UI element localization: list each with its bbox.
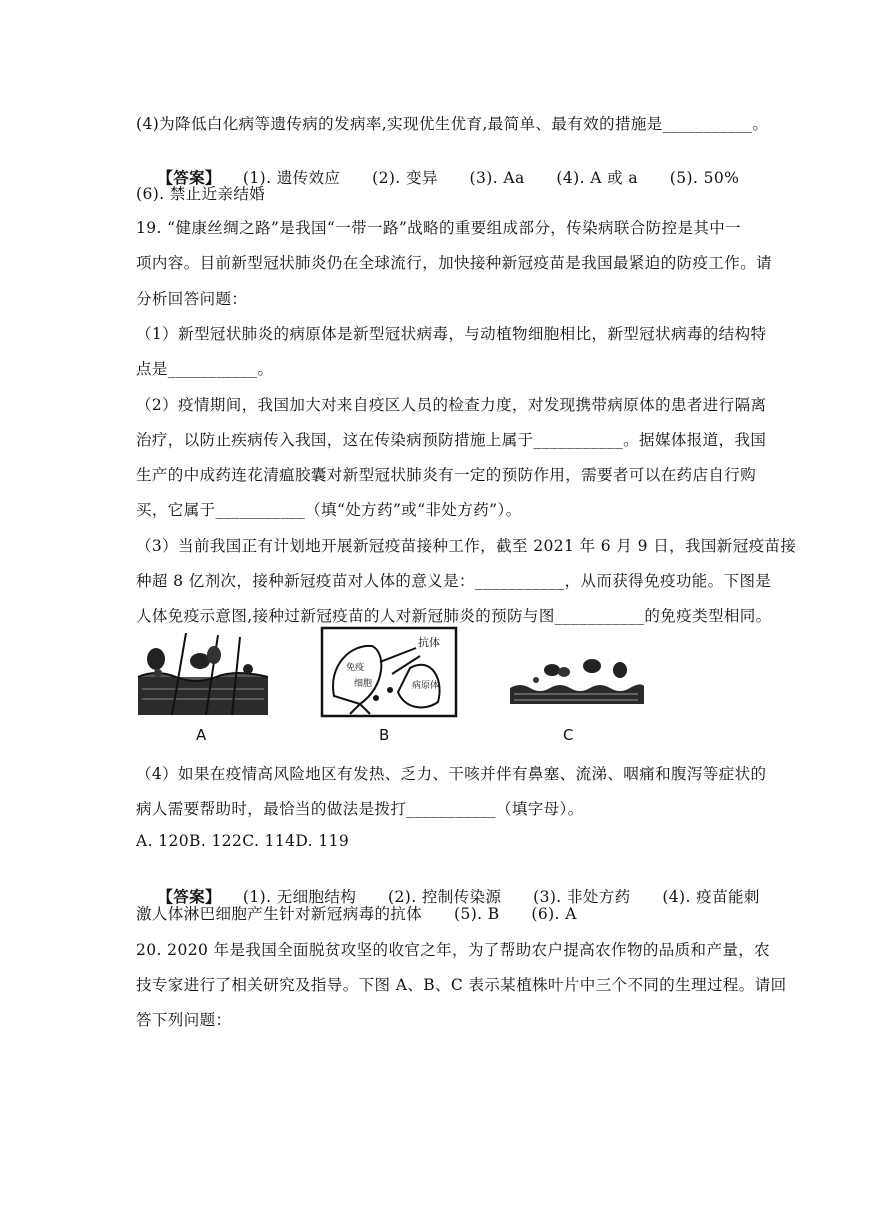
q19-part1-line-2: 点是___________。 bbox=[136, 360, 274, 378]
q20-stem-line-2: 技专家进行了相关研究及指导。下图 A、B、C 表示某植株叶片中三个不同的生理过程。请回 bbox=[136, 976, 787, 994]
q19-stem-line-2: 项内容。目前新型冠状肺炎仍在全球流行，加快接种新冠疫苗是我国最紧迫的防疫工作。请 bbox=[136, 254, 773, 272]
q20-stem-line-1: 20. 2020 年是我国全面脱贫攻坚的收官之年，为了帮助农户提高农作物的品质和产量，农 bbox=[136, 941, 771, 959]
figure-a-label: A bbox=[196, 726, 207, 744]
q19-part3-line-2: 种超 8 亿剂次，接种新冠疫苗对人体的意义是：___________，从而获得免疫功能。下图是 bbox=[136, 572, 772, 590]
q20-stem-line-3: 答下列问题： bbox=[136, 1011, 232, 1029]
q19-part3-line-3: 人体免疫示意图,接种过新冠疫苗的人对新冠肺炎的预防与图___________的免疫类型相同。 bbox=[136, 607, 772, 625]
figure-b-text-antibody: 抗体 bbox=[418, 636, 440, 649]
figure-a-skin-barrier bbox=[136, 625, 271, 720]
figure-c-mucosa-diagram bbox=[506, 650, 648, 712]
q19-part1-line-1: （1）新型冠状肺炎的病原体是新型冠状病毒，与动植物细胞相比，新型冠状病毒的结构特 bbox=[136, 325, 767, 343]
q19-answer-text-1: (1). 无细胞结构 (2). 控制传染源 (3). 非处方药 (4). 疫苗能刺 bbox=[242, 888, 760, 906]
figure-b-text-pathogen: 病原体 bbox=[412, 681, 440, 691]
answer-label: 【答案】 bbox=[157, 887, 221, 906]
q18-part4-text: (4)为降低白化病等遗传病的发病率,实现优生优育,最简单、最有效的措施是___________。 bbox=[136, 115, 769, 133]
q19-part2-line-1: （2）疫情期间，我国加大对来自疫区人员的检查力度，对发现携带病原体的患者进行隔离 bbox=[136, 396, 767, 414]
q19-stem-line-1: 19. “健康丝绸之路”是我国“一带一路”战略的重要组成部分，传染病联合防控是其中一 bbox=[136, 219, 742, 237]
q18-answer-line-2: (6). 禁止近亲结婚 bbox=[136, 185, 266, 203]
answer-label: 【答案】 bbox=[157, 168, 221, 187]
figure-b-antibody-diagram bbox=[320, 626, 458, 718]
figure-c-label: C bbox=[563, 726, 574, 744]
q19-part2-line-2: 治疗，以防止疾病传入我国，这在传染病预防措施上属于___________。据媒体报道，我国 bbox=[136, 431, 767, 449]
q19-part4-line-1: （4）如果在疫情高风险地区有发热、乏力、干咳并伴有鼻塞、流涕、咽痛和腹泻等症状的 bbox=[136, 765, 767, 783]
q19-stem-line-3: 分析回答问题： bbox=[136, 290, 248, 308]
q19-part2-line-3: 生产的中成药连花清瘟胶囊对新型冠状肺炎有一定的预防作用，需要者可以在药店自行购 bbox=[136, 466, 757, 484]
q18-answer-text-1: (1). 遗传效应 (2). 变异 (3). Aa (4). A 或 a (5). 50% bbox=[242, 169, 740, 187]
figure-b-text-immune: 免疫 bbox=[346, 663, 365, 673]
q19-part3-line-1: （3）当前我国正有计划地开展新冠疫苗接种工作，截至 2021 年 6 月 9 日，我国新冠疫苗接 bbox=[136, 537, 797, 555]
q19-part2-line-4: 买，它属于___________（填“处方药”或“非处方药”）。 bbox=[136, 501, 522, 519]
q19-answer-line-2: 激人体淋巴细胞产生针对新冠病毒的抗体 (5). B (6). A bbox=[136, 905, 577, 923]
q19-part4-line-2: 病人需要帮助时，最恰当的做法是拨打___________（填字母）。 bbox=[136, 800, 584, 818]
figure-b-label: B bbox=[379, 726, 390, 744]
figure-b-text-cell: 细胞 bbox=[354, 679, 373, 689]
q19-part4-options: A. 120B. 122C. 114D. 119 bbox=[136, 832, 350, 850]
